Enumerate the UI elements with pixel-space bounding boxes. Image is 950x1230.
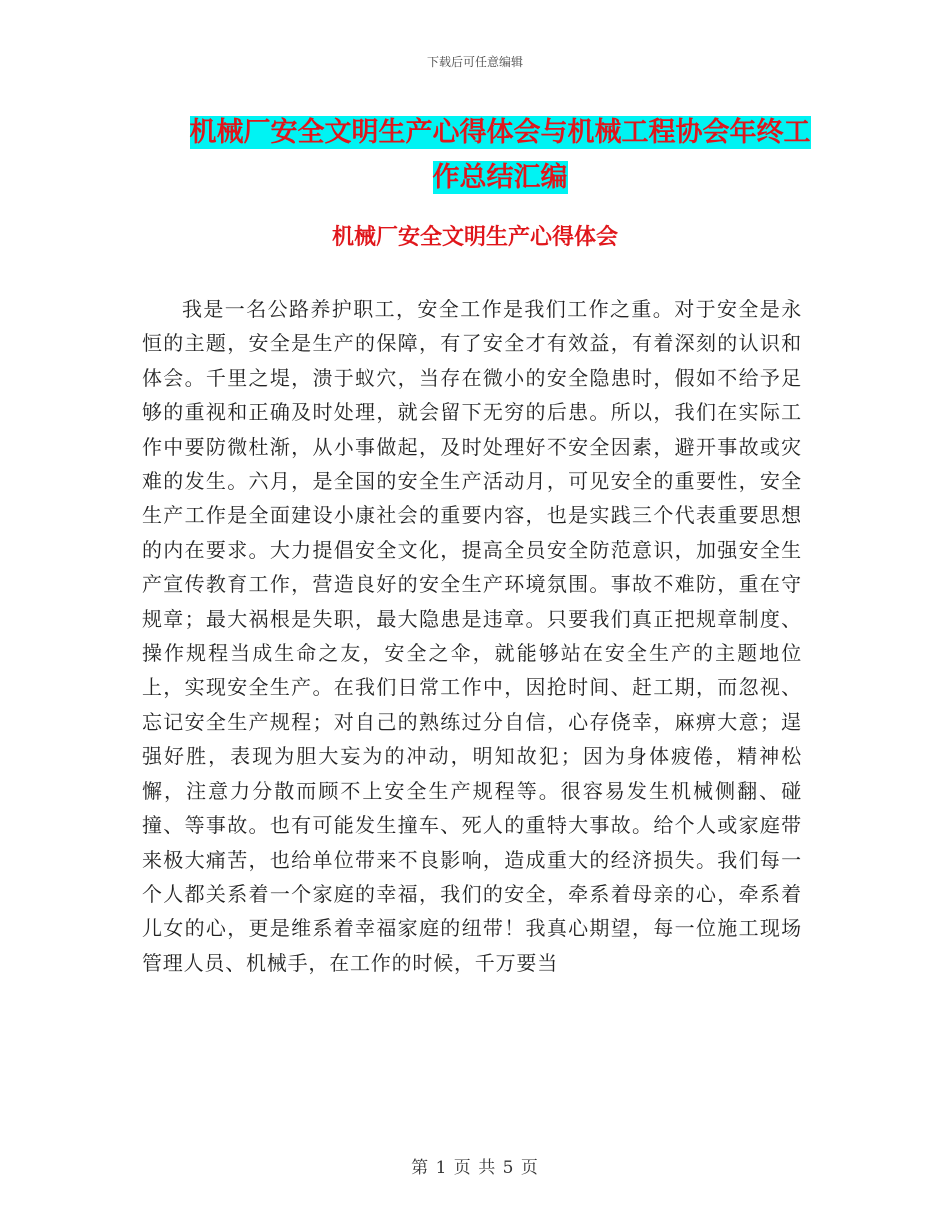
document-title-line-2: 作总结汇编: [432, 162, 568, 193]
document-title-line-1: 机械厂安全文明生产心得体会与机械工程协会年终工: [189, 117, 811, 148]
page-header-note: 下载后可任意编辑: [426, 55, 523, 69]
section-title: 机械厂安全文明生产心得体会: [331, 225, 618, 250]
document-title: [180, 110, 820, 200]
body-paragraph: 我是一名公路养护职工，安全工作是我们工作之重。对于安全是永恒的主题，安全是生产的保障，有了安全才有效益，有着深刻的认识和体会。千里之堤，溃于蚁穴，当存在微小的安全隐患时，假如不给予足够的重视和正确及时处理，就会留下无穷的后患。所以，我们在实际工作中要防微杜渐，从小事做起，及时处理好不安全因素，避开事故或灾难的发生。六月，是全国的安全生产活动月，可见安全的重要性，安全生产工作是全面建设小康社会的重要内容，也是实践三个代表重要思想的内在要求。大力提倡安全文化，提高全员安全防范意识，加强安全生产宣传教育工作，营造良好的安全生产环境氛围。事故不难防，重在守规章；最大祸根是失职，最大隐患是违章。只要我们真正把规章制度、操作规程当成生命之友，安全之伞，就能够站在安全生产的主题地位上，实现安全生产。在我们日常工作中，因抢时间、赶工期，而忽视、忘记安全生产规程；对自己的熟练过分自信，心存侥幸，麻痹大意；逞强好胜，表现为胆大妄为的冲动，明知故犯；因为身体疲倦，精神松懈，注意力分散而顾不上安全生产规程等。很容易发生机械侧翻、碰撞、等事故。也有可能发生撞车、死人的重特大事故。给个人或家庭带来极大痛苦，也给单位带来不良影响，造成重大的经济损失。我们每一个人都关系着一个家庭的幸福，我们的安全，牵系着母亲的心，牵系着儿女的心，更是维系着幸福家庭的纽带！我真心期望，每一位施工现场管理人员、机械手，在工作的时候，千万要当: [142, 297, 802, 975]
page-number-footer: 第 1 页 共 5 页: [411, 1158, 539, 1178]
